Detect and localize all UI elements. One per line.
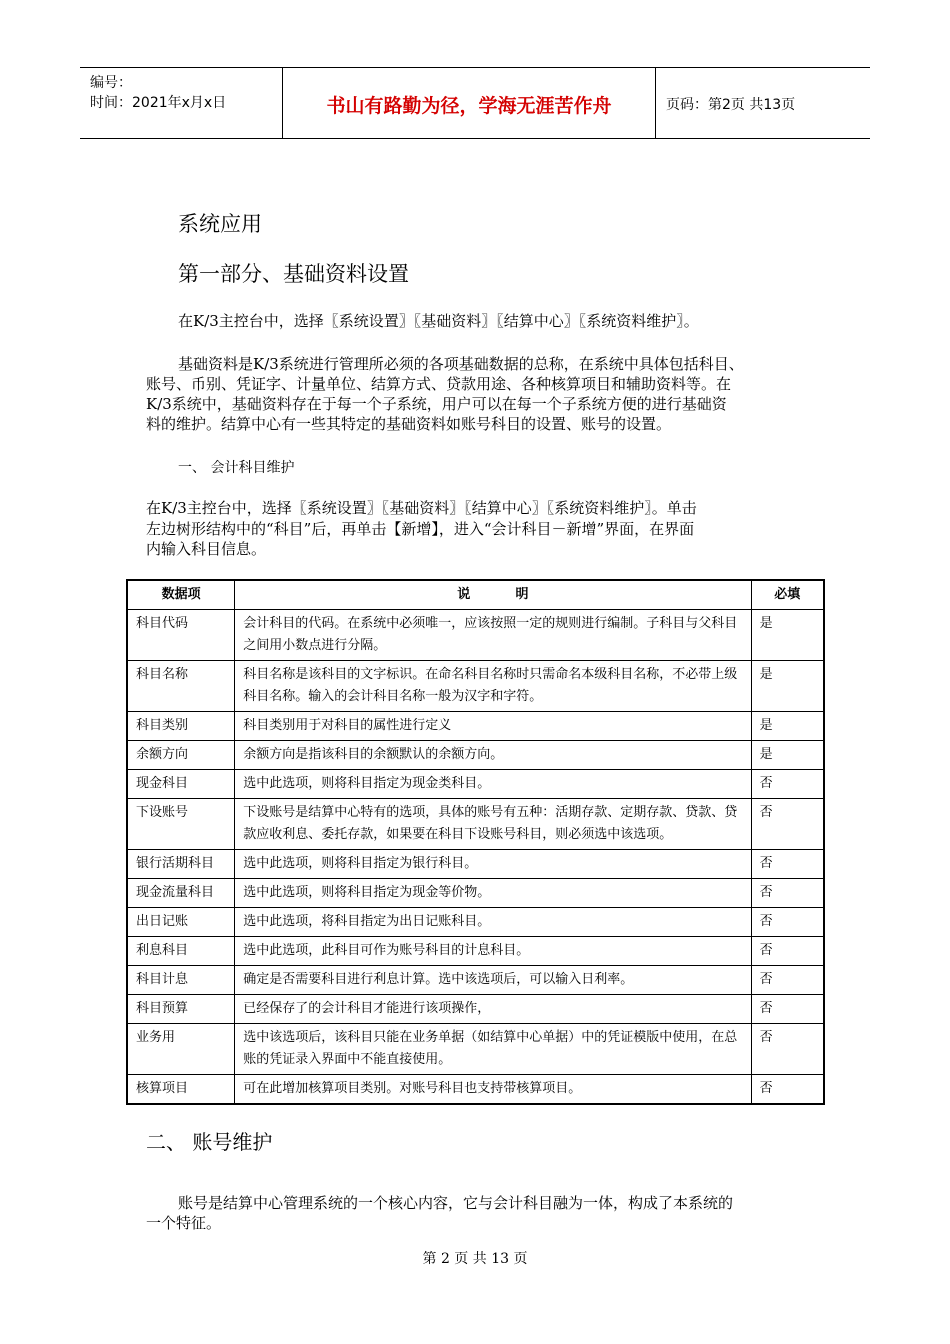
cell-item: 现金流量科目 xyxy=(127,879,235,908)
para-1: 在K/3主控台中，选择〖系统设置〗〖基础资料〗〖结算中心〗〖系统资料维护〗。 xyxy=(178,312,699,330)
cell-required: 否 xyxy=(751,966,824,995)
col-header-required: 必填 xyxy=(751,580,824,610)
section-1-heading: 一、 会计科目维护 xyxy=(178,460,295,476)
cell-required: 否 xyxy=(751,879,824,908)
field-table xyxy=(126,579,825,1105)
cell-item: 科目预算 xyxy=(127,995,235,1024)
table-row xyxy=(127,661,824,712)
cell-item: 业务用 xyxy=(127,1024,235,1075)
part-title: 第一部分、基础资料设置 xyxy=(178,262,409,286)
cell-description: 确定是否需要科目进行利息计算。选中该选项后，可以输入日利率。 xyxy=(235,966,751,995)
col-header-description: 说 明 xyxy=(235,580,751,610)
table-row xyxy=(127,741,824,770)
cell-required: 否 xyxy=(751,908,824,937)
cell-description: 已经保存了的会计科目才能进行该项操作， xyxy=(235,995,751,1024)
cell-item: 科目计息 xyxy=(127,966,235,995)
cell-description: 选中此选项，则将科目指定为银行科目。 xyxy=(235,850,751,879)
cell-required: 否 xyxy=(751,1075,824,1105)
para-4-line-2: 一个特征。 xyxy=(146,1214,222,1232)
para-3-line-2: 左边树形结构中的“科目”后，再单击【新增】，进入“会计科目－新增”界面，在界面 xyxy=(146,520,695,538)
cell-description: 选中该选项后，该科目只能在业务单据（如结算中心单据）中的凭证模版中使用，在总账的凭证录入界面中不能直接使用。 xyxy=(235,1024,751,1075)
table-row xyxy=(127,799,824,850)
table-row xyxy=(127,879,824,908)
header-meta-cell xyxy=(80,68,283,138)
cell-description: 可在此增加核算项目类别。对账号科目也支持带核算项目。 xyxy=(235,1075,751,1105)
header-motto-cell xyxy=(283,68,656,138)
cell-description: 余额方向是指该科目的余额默认的余额方向。 xyxy=(235,741,751,770)
table-row xyxy=(127,1024,824,1075)
header-motto: 书山有路勤为径，学海无涯苦作舟 xyxy=(326,95,612,117)
cell-item: 核算项目 xyxy=(127,1075,235,1105)
cell-required: 否 xyxy=(751,995,824,1024)
cell-item: 出日记账 xyxy=(127,908,235,937)
cell-item: 科目名称 xyxy=(127,661,235,712)
table-row xyxy=(127,995,824,1024)
cell-description: 选中此选项，将科目指定为出日记账科目。 xyxy=(235,908,751,937)
header-page-info: 页码：第2页 共13页 xyxy=(666,97,796,113)
header-number: 编号： xyxy=(90,75,132,91)
para-2-line-3: K/3系统中，基础资料存在于每一个子系统，用户可以在每一个子系统方便的进行基础资 xyxy=(146,395,727,413)
cell-description: 选中此选项，则将科目指定为现金类科目。 xyxy=(235,770,751,799)
cell-required: 否 xyxy=(751,1024,824,1075)
cell-required: 否 xyxy=(751,937,824,966)
header-time: 时间：2021年x月x日 xyxy=(90,95,227,111)
cell-required: 否 xyxy=(751,850,824,879)
cell-required: 否 xyxy=(751,799,824,850)
cell-description: 选中此选项，则将科目指定为现金等价物。 xyxy=(235,879,751,908)
table-header-row xyxy=(127,580,824,610)
table-row xyxy=(127,610,824,661)
page-footer: 第 2 页 共 13 页 xyxy=(422,1251,528,1267)
para-3-line-3: 内输入科目信息。 xyxy=(146,540,267,558)
cell-required: 是 xyxy=(751,661,824,712)
para-3-line-1: 在K/3主控台中，选择〖系统设置〗〖基础资料〗〖结算中心〗〖系统资料维护〗。单击 xyxy=(146,499,697,517)
section-2-heading: 二、 账号维护 xyxy=(146,1130,273,1154)
table-row xyxy=(127,937,824,966)
col-header-item: 数据项 xyxy=(127,580,235,610)
table-row xyxy=(127,1075,824,1105)
cell-item: 科目代码 xyxy=(127,610,235,661)
para-4-line-1: 账号是结算中心管理系统的一个核心内容，它与会计科目融为一体，构成了本系统的 xyxy=(178,1194,734,1212)
page-header xyxy=(80,67,870,139)
cell-item: 下设账号 xyxy=(127,799,235,850)
cell-item: 利息科目 xyxy=(127,937,235,966)
cell-description: 下设账号是结算中心特有的选项，具体的账号有五种：活期存款、定期存款、贷款、贷款应收利息、委托存款，如果要在科目下设账号科目，则必须选中该选项。 xyxy=(235,799,751,850)
table-row xyxy=(127,908,824,937)
para-2-line-4: 料的维护。结算中心有一些其特定的基础资料如账号科目的设置、账号的设置。 xyxy=(146,415,672,433)
table-row xyxy=(127,850,824,879)
table-row xyxy=(127,770,824,799)
para-2-line-1: 基础资料是K/3系统进行管理所必须的各项基础数据的总称，在系统中具体包括科目、 xyxy=(178,355,744,373)
para-2-line-2: 账号、币别、凭证字、计量单位、结算方式、贷款用途、各种核算项目和辅助资料等。在 xyxy=(146,375,732,393)
table-row xyxy=(127,712,824,741)
cell-required: 是 xyxy=(751,712,824,741)
cell-item: 余额方向 xyxy=(127,741,235,770)
cell-required: 是 xyxy=(751,610,824,661)
cell-description: 选中此选项，此科目可作为账号科目的计息科目。 xyxy=(235,937,751,966)
cell-description: 会计科目的代码。在系统中必须唯一，应该按照一定的规则进行编制。子科目与父科目之间用小数点进行分隔。 xyxy=(235,610,751,661)
cell-description: 科目类别用于对科目的属性进行定义 xyxy=(235,712,751,741)
cell-item: 科目类别 xyxy=(127,712,235,741)
header-page-cell xyxy=(656,68,870,138)
cell-description: 科目名称是该科目的文字标识。在命名科目名称时只需命名本级科目名称，不必带上级科目名称。输入的会计科目名称一般为汉字和字符。 xyxy=(235,661,751,712)
cell-item: 现金科目 xyxy=(127,770,235,799)
cell-required: 是 xyxy=(751,741,824,770)
cell-item: 银行活期科目 xyxy=(127,850,235,879)
cell-required: 否 xyxy=(751,770,824,799)
doc-title: 系统应用 xyxy=(178,212,262,236)
table-row xyxy=(127,966,824,995)
